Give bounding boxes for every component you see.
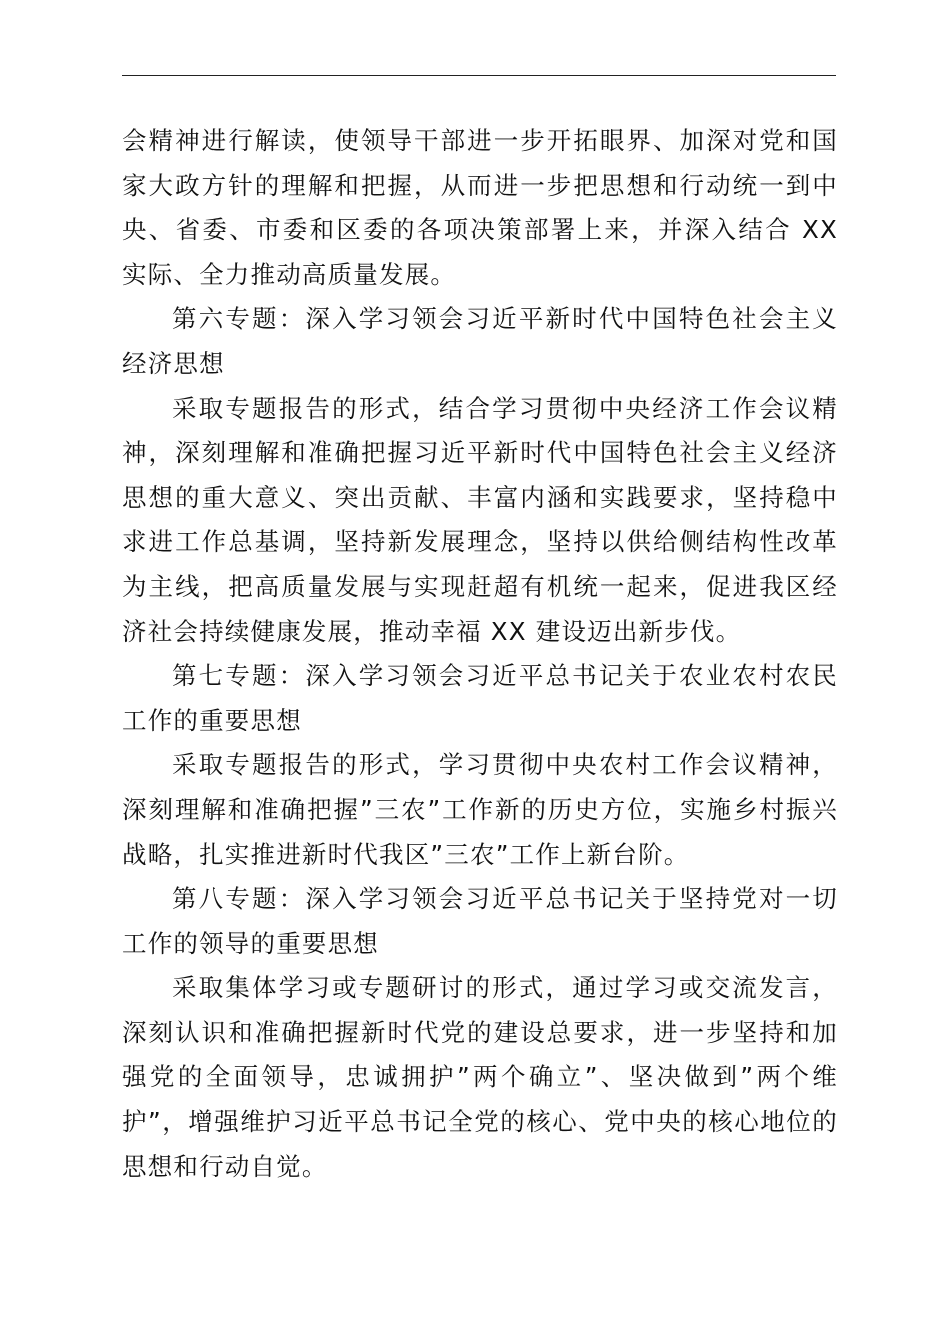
document-body: [122, 119, 838, 1189]
header-rule: [122, 75, 836, 76]
section-body-7: 采取专题报告的形式，学习贯彻中央农村工作会议精神，深刻理解和准确把握”三农”工作新的历史方位，实施乡村振兴战略，扎实推进新时代我区”三农”工作上新台阶。: [122, 750, 838, 869]
section-heading-6: 第六专题：深入学习领会习近平新时代中国特色社会主义经济思想: [122, 304, 838, 378]
section-body-6: 采取专题报告的形式，结合学习贯彻中央经济工作会议精神，深刻理解和准确把握习近平新时代中国特色社会主义经济思想的重大意义、突出贡献、丰富内涵和实践要求，坚持稳中求进工作总基调，坚持新发展理念，坚持以供给侧结构性改革为主线，把高质量发展与实现赶超有机统一起来，促进我区经济社会持续健康发展，推动幸福 XX 建设迈出新步伐。: [122, 393, 838, 646]
section-heading-8: 第八专题：深入学习领会习近平总书记关于坚持党对一切工作的领导的重要思想: [122, 884, 838, 958]
paragraph-continuation: 会精神进行解读，使领导干部进一步开拓眼界、加深对党和国家大政方针的理解和把握，从而进一步把思想和行动统一到中央、省委、市委和区委的各项决策部署上来，并深入结合 XX 实际、全力推动高质量发展。: [122, 126, 838, 289]
section-body-8: 采取集体学习或专题研讨的形式，通过学习或交流发言，深刻认识和准确把握新时代党的建设总要求，进一步坚持和加强党的全面领导，忠诚拥护”两个确立”、坚决做到”两个维护”，增强维护习近平总书记全党的核心、党中央的核心地位的思想和行动自觉。: [122, 973, 838, 1181]
section-heading-7: 第七专题：深入学习领会习近平总书记关于农业农村农民工作的重要思想: [122, 661, 838, 735]
